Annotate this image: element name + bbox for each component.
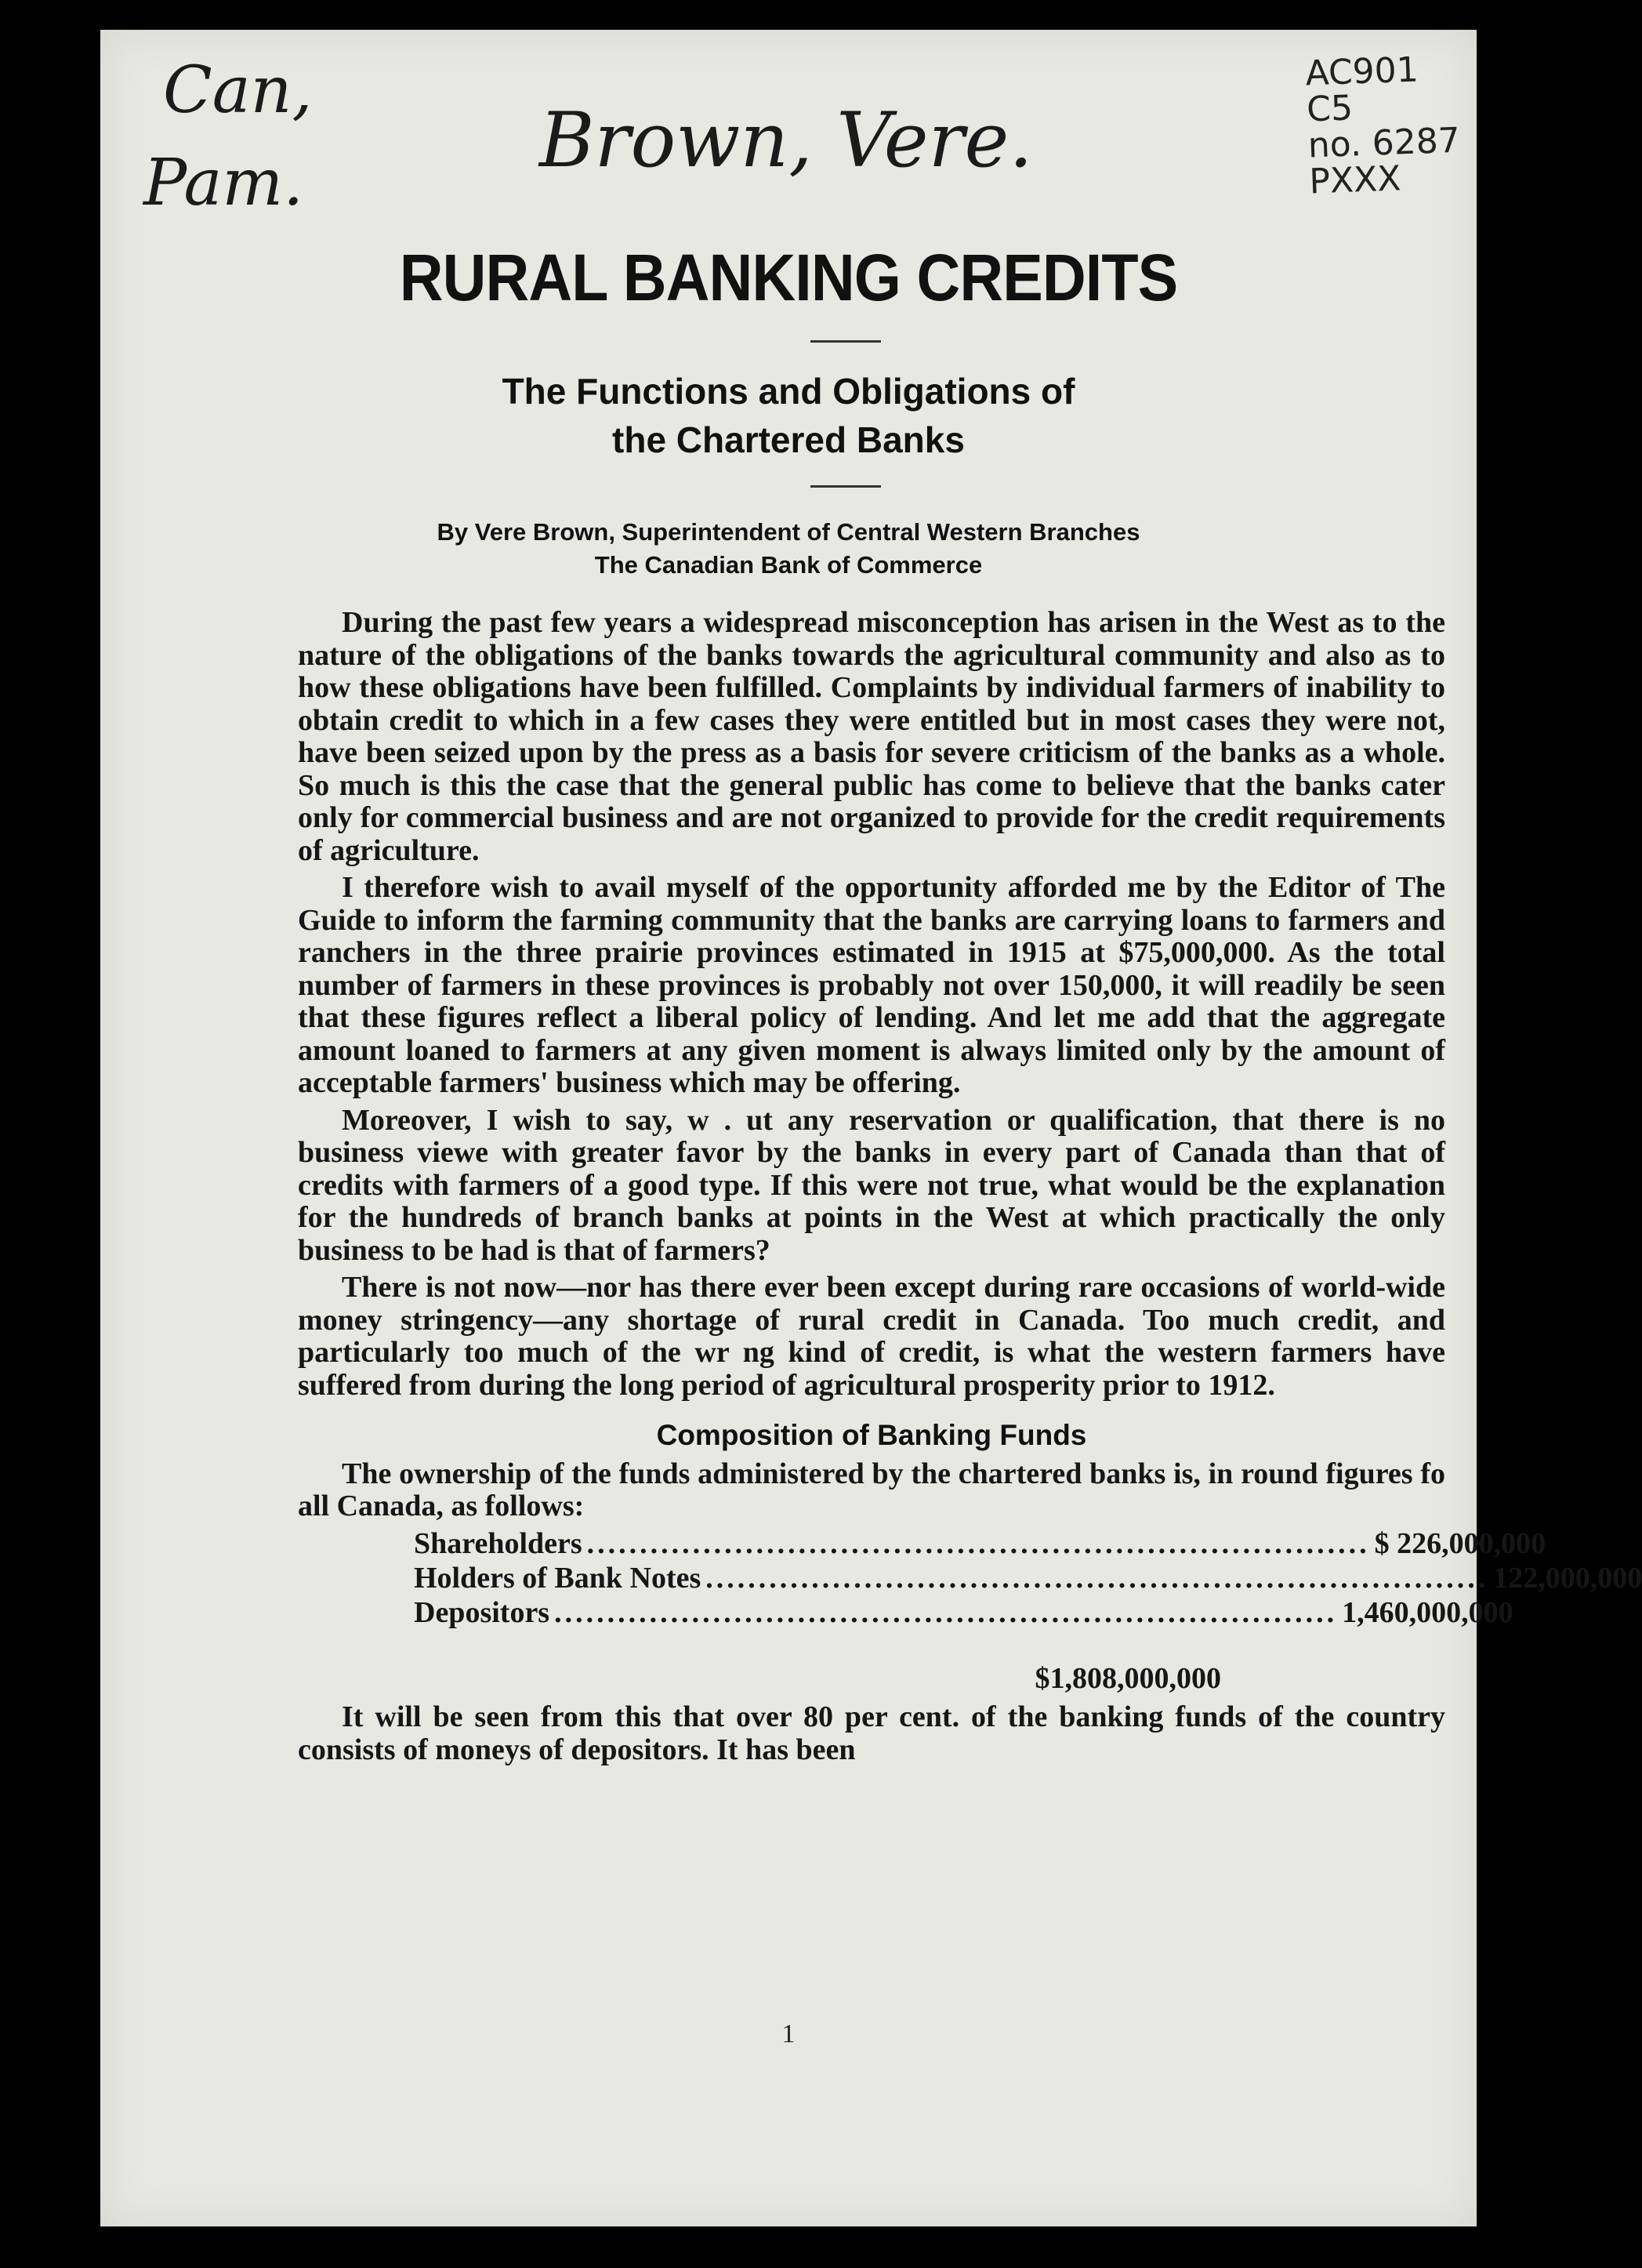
subtitle-divider bbox=[810, 485, 881, 488]
section-heading: Composition of Banking Funds bbox=[656, 1419, 1087, 1451]
funds-label: Holders of Bank Notes bbox=[414, 1561, 701, 1595]
funds-value: 1,460,000,000 bbox=[1342, 1595, 1513, 1629]
body-paragraph: I therefore wish to avail myself of the opportunity afforded me by the Editor of The Guide to inform the farming community that the banks are carrying loans to farmers and ranchers in the three prairie provinces estimated in 1915 at $75,000,000. As the total number of farmers in these provinces is probably not over 150,000, it will readily be seen that these figures reflect a liberal policy of lending. And let me add that the aggregate amount loaned to farmers at any given moment is always limited only by the amount of acceptable farmers' business which may be offering. bbox=[298, 871, 1445, 1099]
handwritten-author-name: Brown, Vere. bbox=[539, 96, 1033, 184]
author-byline bbox=[100, 516, 1477, 582]
funds-row bbox=[414, 1595, 1513, 1631]
byline-line: The Canadian Bank of Commerce bbox=[594, 551, 983, 579]
funds-total: $1,808,000,000 bbox=[1035, 1661, 1221, 1695]
funds-value: 122,000,000 bbox=[1493, 1561, 1642, 1595]
funds-label: Shareholders bbox=[414, 1526, 582, 1560]
document-subtitle bbox=[100, 367, 1477, 464]
catalog-mark: C5 bbox=[1306, 88, 1354, 130]
handwritten-note-can: Can, bbox=[163, 53, 313, 128]
document-title: RURAL BANKING CREDITS bbox=[399, 241, 1178, 314]
funds-label: Depositors bbox=[414, 1595, 550, 1629]
funds-row bbox=[414, 1526, 1546, 1562]
catalog-mark: PXXX bbox=[1308, 158, 1402, 202]
catalog-marks bbox=[1305, 51, 1466, 201]
body-paragraph: Moreover, I wish to say, w . ut any reservation or qualification, that there is no business viewe with greater favor by the banks in every part of Canada than that of credits with farmers of a good type. If this were not true, what would be the explanation for the hundreds of branch banks at points in the West at which practically the only business to be had is that of farmers? bbox=[298, 1103, 1445, 1267]
leader-dots: .......................................................................... bbox=[586, 1526, 1370, 1560]
body-paragraph: It will be seen from this that over 80 per cent. of the banking funds of the country consists of moneys of depositors. It has been bbox=[298, 1700, 1445, 1766]
subtitle-line: The Functions and Obligations of bbox=[502, 371, 1075, 412]
catalog-mark: no. 6287 bbox=[1307, 120, 1461, 166]
subtitle-line: the Chartered Banks bbox=[612, 419, 965, 460]
body-paragraph: There is not now—nor has there ever been except during rare occasions of world-wide money stringency—any shortage of rural credit in Canada. Too much credit, and particularly too much of the wr ng kind of credit, is what the western farmers have suffered from during the long period of agricultural prosperity prior to 1912. bbox=[298, 1271, 1445, 1402]
funds-value: $ 226,000,000 bbox=[1374, 1526, 1546, 1560]
article-body bbox=[298, 606, 1642, 1771]
page-number: 1 bbox=[781, 2019, 796, 2048]
document-page bbox=[100, 30, 1642, 2226]
funds-table bbox=[414, 1526, 1642, 1696]
funds-row bbox=[414, 1561, 1642, 1597]
body-paragraph: During the past few years a widespread misconception has arisen in the West as to the nature of the obligations of the banks towards the agricultural community and also as to how these obligations have been fulfilled. Complaints by individual farmers of inability to obtain credit to which in a few cases they were entitled but in most cases they were not, have been seized upon by the press as a basis for severe criticism of the banks as a whole. So much is this the case that the general public has come to believe that the banks cater only for commercial business and are not organized to provide for the credit requirements of agriculture. bbox=[298, 606, 1445, 867]
handwritten-note-pam: Pam. bbox=[143, 146, 304, 220]
leader-dots: .......................................................................... bbox=[705, 1561, 1489, 1595]
section-intro: The ownership of the funds administered by the chartered banks is, in round figures fo all Canada, as follows: bbox=[298, 1457, 1445, 1522]
leader-dots: .......................................................................... bbox=[554, 1595, 1338, 1629]
catalog-mark: AC901 bbox=[1304, 49, 1419, 94]
byline-line: By Vere Brown, Superintendent of Central Western Branches bbox=[437, 518, 1140, 546]
title-divider bbox=[810, 340, 881, 343]
